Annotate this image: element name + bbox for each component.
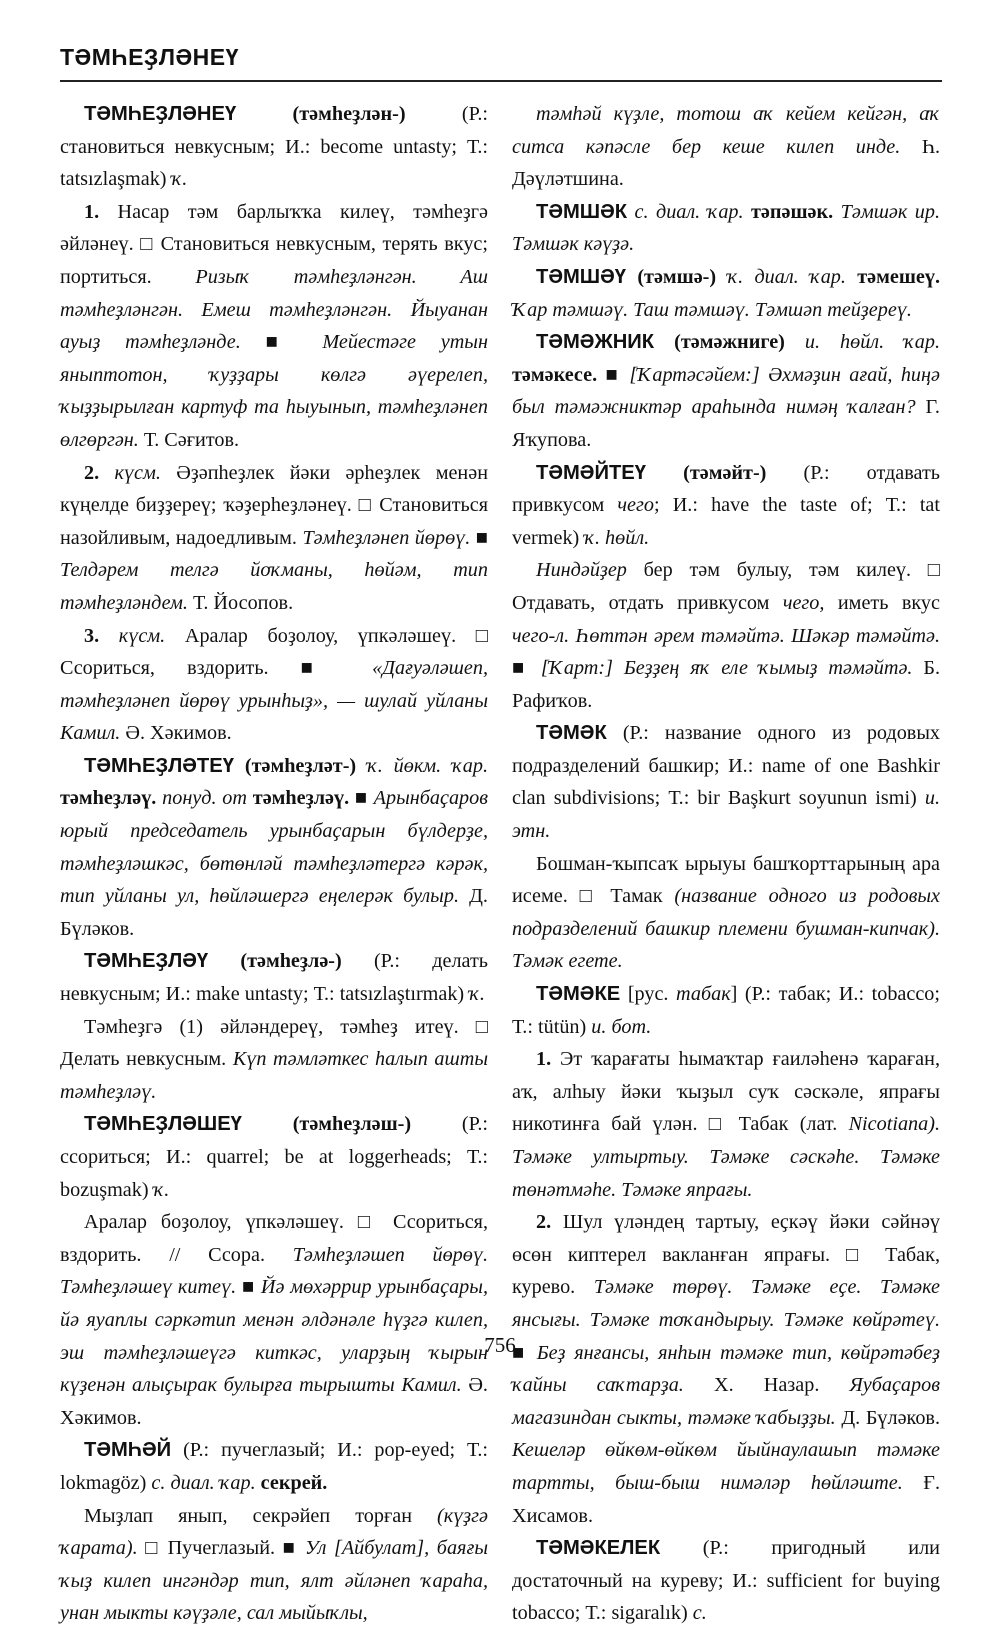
italic-text: ҡ. йөкм. ҡар. [367,754,489,777]
right-entry [512,196,940,261]
entry-text [236,103,292,125]
bold-text: (тәмһеҙлә-) [240,950,342,973]
entry-text: (Р.: становиться невкусным; И.: become untasty; Т.: tatsızlaşmak) [60,103,488,191]
italic-text: ҡ. [153,1178,170,1201]
entry-text [242,1113,293,1135]
right-entry [512,1206,940,1532]
entry-text: Мыҙлап янып, секрәйеп торған [84,1504,438,1527]
left-entry [60,1500,488,1630]
entry-text: Ә. Хәкимов. [60,1374,488,1429]
entry-text [744,201,751,223]
italic-text: Кешеләр өйкөм-өйкөм йыйнаулашып тәмәке тартты, быш-быш нимәләр һөйләште. [512,1439,940,1494]
left-entry [60,196,488,457]
left-entry [60,750,488,946]
right-entry [512,98,940,196]
entry-text: (Р.: название одного из родовых подразделений башкир; И.: name of one Bashkir clan subdivisions; Т.: bir Başkurt soyunun ismi) [512,722,940,810]
entry-text [356,755,367,777]
entry-text: Х. Назар. [683,1374,850,1397]
entry-text: Ғ. Хисамов. [512,1471,940,1527]
entry-text: Аралар боҙолоу, үпкәләшеү. □ Ссориться, вздорить. // Ссора. [60,1211,488,1266]
entry-text: Б. Рафиҡов. [512,657,940,712]
bold-text: 3. [84,624,100,647]
bold-text: 1. [84,200,100,223]
italic-text: Тәмшәк ир. Тәмшәк кәүҙә. [512,200,941,256]
entry-text: Ә. Хәкимов. [120,722,232,745]
headword: ТӘМӘЙТЕҮ [536,461,646,484]
bold-text: (тәмәжниге) [674,331,785,354]
italic-text: (название одного из родовых подразделений башкир племени бушман-кипчак). Тәмәк егете. [512,885,940,973]
entry-text: □ Пучеглазый. ■ [137,1537,306,1560]
italic-text: Ул [Айбулат], баяғы ҡыҙ килеп ингәндәр тип, ялт әйләнеп ҡараһа, унан мыкты кәүҙәле, сал мыйыҡлы, [60,1537,488,1625]
headword: ТӘМҺЕҘЛӘТЕҮ [84,754,234,777]
left-column [60,98,488,1630]
bold-text: (тәмһеҙлән-) [292,103,406,125]
italic-text: Тәмәке төрөү. Тәмәке еҫе. Тәмәке янсығы. Тәмәке тоҡандырыу. Тәмәке көйрәтеү. [512,1276,940,1331]
right-entry [512,1043,940,1206]
headword: ТӘМШӘК [536,200,628,223]
entry-text: (Р.: делать невкусным; И.: make untasty; Т.: tatsızlaştırmak) [60,950,488,1006]
headword: ТӘМҺӘЙ [84,1439,172,1462]
entry-text: бер тәм булыу, тәм килеү. □ Отдавать, отдать привкусом [512,559,940,614]
entry-text [627,201,634,223]
italic-text: с. диал. ҡар. [634,200,744,223]
entry-text: Бошман-ҡыпсаҡ ырыуы башҡорттарының ара исеме. □ Тамак [512,852,940,908]
entry-text: Д. Бүләков. [60,885,488,940]
italic-text: и. һөйл. ҡар. [804,331,941,354]
italic-text: Ризыҡ тәмһеҙләнгән. Аш тәмһеҙләнгән. Емеш тәмһеҙләнгән. Йыуанан ауыҙ тәмһеҙләнде. [60,265,488,354]
bold-text: (тәмһеҙләш-) [292,1113,412,1136]
right-entry [512,978,940,1043]
entry-text: ; И.: have the taste of; Т.: tat vermek) [512,494,940,549]
italic-text: ҡ. [171,168,188,191]
entry-text: иметь вкус [824,591,940,614]
entry-text: Аралар боҙолоу, үпкәләшеү. □ Ссориться, вздорить. ■ [60,624,488,680]
bold-text: тәмһеҙләү. [60,787,157,810]
bold-text: 2. [536,1211,552,1234]
headword: ТӘМШӘҮ [536,265,626,288]
italic-text: Мейестәге утын яныптотон, ҡуҙҙары көлгә әүерелеп, ҡыҙҙырылған картуф та һыуынып, тәмһеҙләнеп өлгөргән. [60,331,488,451]
headword: ТӘМӘКЕЛЕК [536,1537,661,1560]
left-entry [60,1108,488,1206]
left-entry [60,1011,488,1109]
headword: ТӘМҺЕҘЛӘШЕҮ [84,1113,242,1136]
italic-text: Тәмһеҙләшеп йөрөү. Тәмһеҙләшеү китеү. [60,1243,488,1299]
entry-text [654,331,674,353]
right-entry [512,717,940,847]
entry-text: ■ [240,331,323,354]
headword: ТӘМҺЕҘЛӘҮ [84,950,209,973]
italic-text: Һөттән әрем тәмәйтә. Шәкәр тәмәйтә. [575,624,940,647]
entry-text: Эт ҡарағаты һымаҡтар ғаиләһенә ҡараған, аҡ, алһыу йәки ҡыҙыл суҡ сәскәле, япрағы никотинға бай үлән. □ Табак (лат. [512,1048,940,1136]
italic-text: с. [692,1602,707,1625]
italic-text: табак [676,983,731,1006]
entry-text [716,266,727,288]
entry-text [646,462,683,484]
entry-text: Д. Бүләков. [835,1406,940,1429]
italic-text: ҡ. [469,983,485,1006]
italic-text: Яубаҫаров магазиндан сыкты, тәмәке ҡабыҙҙы. [512,1374,940,1429]
italic-text: с. диал. ҡар. [151,1471,256,1494]
entry-text [234,755,245,777]
italic-text: Тәмһеҙләнеп йөрөү. [302,526,471,549]
italic-text: ҡ. һөйл. [584,526,650,549]
right-entry [512,554,940,717]
entry-text: (Р.: пригодный или достаточный на куреву; И.: sufficient for buying tobacco; Т.: sigaralık) [512,1537,940,1625]
bold-text: тәмешеү. [857,265,940,288]
entry-text: Әҙәпһеҙлек йәки әрһеҙлек менән күңелде биҙҙереү; ҡәҙерһеҙләнеү. □ Становиться назойливым, надоедливым. [60,461,488,549]
italic-text: Арынбаҫаров юрый председатель урынбаҫарын бүлдерҙе, тәмһеҙләшкәс, бөтөнләй тәмһеҙләтергә кәрәк, тип уйланы ул, һөйләшергә еңелерәк булыр. [60,787,489,908]
page-number: 756 [484,1333,516,1357]
italic-text: Ниндәйҙер [536,559,627,582]
bold-text: тәпәшәк. [751,200,834,223]
entry-text: Г. Яҡупова. [512,396,940,451]
entry-text [833,201,840,223]
italic-text: чего, [782,591,825,614]
entry-text [99,462,114,484]
right-entry [512,1532,940,1630]
entry-text: ■ [349,787,374,810]
headword: ТӘМӘК [536,722,607,745]
italic-text: Беҙ янғансы, янһын тәмәке тип, көйрәтәбеҙ ҡайны саҡтарҙа. [512,1341,940,1397]
right-entry [512,261,940,326]
left-entry [60,945,488,1010]
italic-text: и. этн. [512,787,940,843]
italic-text: Йә мөхәррир урынбаҫары, йә яуаплы сәркәтип менән әлдәнәле һүҙгә килеп, эш тәмһеҙләшеүгә киткәс, уларҙың ҡырын күҙенән алыҫырак булырға тырышты Камил. [60,1276,488,1397]
headword: ТӘМҺЕҘЛӘНЕҮ [84,103,237,125]
entry-text [208,950,240,972]
entry-text: Т. Сәғитов. [138,428,240,451]
entry-text: ■ [512,1341,537,1364]
entry-text: Шул үләндең тартыу, еҫкәү йәки сәйнәү өсөн киптерел вакланған япрағы. □ Табак, курево. [512,1211,940,1299]
left-entry [60,457,488,620]
entry-text [626,266,637,288]
right-entry [512,326,940,456]
left-entry [60,620,488,750]
entry-text: Һ. Дәүләтшина. [512,135,940,191]
headword: ТӘМӘКЕ [536,983,621,1006]
running-head: ТӘМҺЕҘЛӘНЕҮ [60,44,239,70]
italic-text: Ҡар тәмшәү. Таш тәмшәү. Тәмшәп тейҙереү. [512,298,912,321]
bold-text: (тәмшә-) [637,265,717,288]
entry-text: (Р.: отдавать привкусом [512,461,940,517]
italic-text: ҡ. диал. ҡар. [727,265,846,288]
bold-text: 2. [84,461,100,484]
entry-text: Тәмһеҙгә (1) әйләндереү, тәмһеҙ итеү. □ Делать невкусным. [60,1015,488,1071]
italic-text: [Ҡарт:] Беҙҙең яҡ еле ҡымыҙ тәмәйтә. [540,657,913,680]
italic-text: и. бот. [591,1015,652,1038]
entry-text: Насар тәм барлыҡҡа килеү, тәмһеҙгә әйләнеү. □ Становиться невкусным, терять вкус; портиться. [60,200,488,288]
headword: ТӘМӘЖНИК [536,331,655,354]
italic-text: күсм. [114,461,161,484]
bold-text: секрей. [260,1471,328,1494]
italic-text: Күп тәмләткес һалып ашты тәмһеҙләү. [60,1048,488,1103]
entry-text: [рус. [620,983,677,1006]
italic-text: чего-л. [512,624,570,647]
italic-text: «Дағуәләшеп, тәмһеҙләнеп йөрөү урынһыҙ», — шулай уйланы Камил. [60,657,488,745]
italic-text: [Ҡартәсәйем:] Әхмәҙин ағай, һиңә был тәмәжниктәр араһында нимәң ҡалған? [512,363,940,419]
entry-text: ■ [597,363,630,386]
entry-text: ] (Р.: табак; И.: tobacco; Т.: tütün) [512,983,940,1038]
entry-text: ■ [470,526,489,549]
left-entry [60,1206,488,1434]
italic-text: понуд. от [162,787,247,810]
left-entry [60,1434,488,1499]
left-entry [60,98,488,196]
entry-text: ■ [512,657,541,680]
entry-text: (Р.: ссориться; И.: quarrel; be at loggerheads; Т.: bozuşmak) [60,1113,488,1201]
right-entry [512,457,940,555]
bold-text: 1. [536,1048,552,1071]
bold-text: тәмһеҙләү. [252,787,350,810]
bold-text: (тәмәйт-) [683,461,767,484]
header-rule [60,80,942,82]
italic-text: чего [617,494,654,517]
bold-text: тәмәкесе. [512,363,598,386]
entry-text [785,331,805,353]
right-column [512,98,940,1630]
entry-text [846,266,857,288]
italic-text: тәмһәй күҙле, тотош аҡ кейем кейгән, аҡ ситса кәпәсле бер кеше килеп инде. [512,103,940,158]
entry-text: (Р.: пучеглазый; И.: pop-eyed; Т.: lokmagöz) [60,1439,488,1494]
italic-text: Nicotiana). Тәмәке ултыртыу. Тәмәке сәскәһе. Тәмәке төнәтмәһе. Тәмәке япрағы. [512,1113,940,1201]
italic-text: (күҙгә ҡарата). [60,1504,488,1560]
italic-text: күсм. [118,624,166,647]
right-entry [512,848,940,978]
italic-text: Телдәрем телгә йоҡманы, һөйәм, тип тәмһеҙләндем. [60,559,488,614]
entry-text: ■ [236,1276,261,1299]
bold-text: (тәмһеҙләт-) [244,754,357,777]
entry-text: Т. Йосопов. [187,591,294,614]
entry-text [99,625,119,647]
